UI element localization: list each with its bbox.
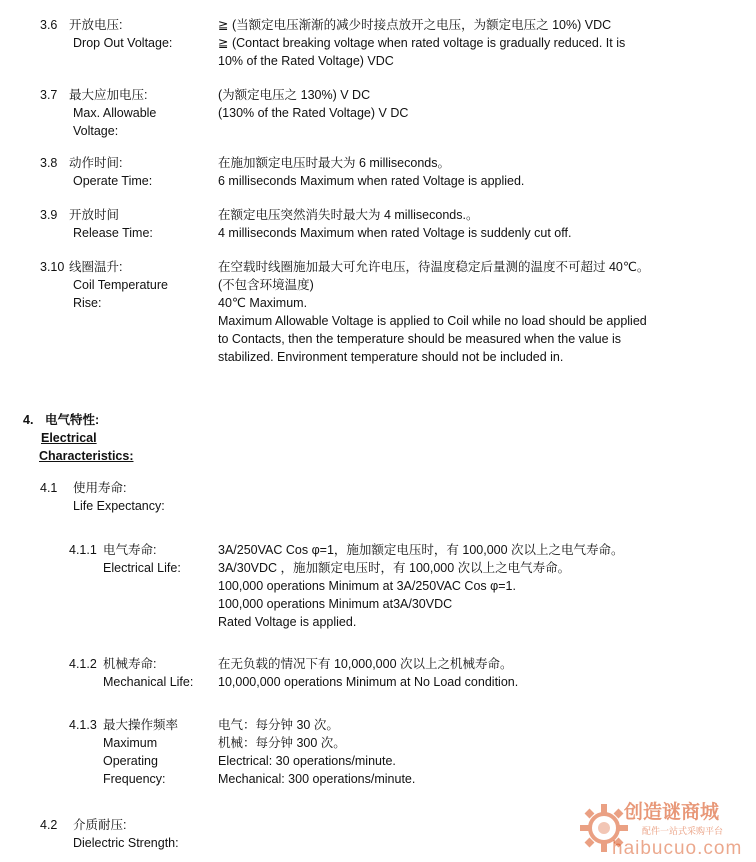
value-line: 10% of the Rated Voltage) VDC	[218, 54, 394, 68]
value-line: 3A/30VDC ，施加额定电压时，有 100,000 次以上之电气寿命。	[218, 561, 571, 575]
value-line: 100,000 operations Minimum at3A/30VDC	[218, 597, 453, 611]
section-value	[218, 541, 624, 631]
section-label-en: Electrical	[41, 431, 97, 445]
value-line: ≧ (当额定电压渐渐的减少时接点放开之电压，为额定电压之 10%) VDC	[218, 18, 612, 32]
value-line: (不包含环境温度)	[218, 278, 314, 292]
section-label-en: Drop Out Voltage:	[73, 36, 173, 50]
value-line: 在无负载的情况下有 10,000,000 次以上之机械寿命。	[218, 657, 513, 671]
section-value	[218, 154, 524, 190]
section-number: 3.8	[40, 156, 58, 170]
section-3-6	[0, 16, 756, 76]
section-3-10	[0, 258, 756, 366]
section-label-en: Life Expectancy:	[73, 499, 165, 513]
section-value	[218, 16, 625, 70]
section-label-en: Electrical Life:	[103, 561, 181, 575]
value-line: 4 milliseconds Maximum when rated Voltage is suddenly cut off.	[218, 226, 572, 240]
section-label-cn: 使用寿命:	[73, 481, 127, 495]
section-3-9	[0, 206, 756, 242]
section-number: 4.1.1	[69, 543, 97, 557]
value-line: 3A/250VAC Cos φ=1，施加额定电压时，有 100,000 次以上之电气寿命。	[218, 543, 624, 557]
section-4-heading	[0, 411, 400, 465]
section-number: 3.10	[40, 260, 65, 274]
section-4-1-2	[0, 655, 756, 691]
section-label-en: Mechanical Life:	[103, 675, 194, 689]
section-number: 4.1.3	[69, 718, 97, 732]
section-label-en: Coil Temperature	[73, 278, 168, 292]
section-4-1	[0, 479, 400, 515]
watermark-url: haibucuo.com	[612, 838, 743, 859]
section-value	[218, 86, 408, 122]
value-line: 机械：每分钟 300 次。	[218, 736, 346, 750]
value-line: Rated Voltage is applied.	[218, 615, 357, 629]
value-line: 6 milliseconds Maximum when rated Voltage is applied.	[218, 174, 525, 188]
section-label-cn: 开放时间	[69, 208, 120, 222]
section-4-1-1	[0, 541, 756, 631]
value-line: (130% of the Rated Voltage) V DC	[218, 106, 409, 120]
section-label-cn: 介质耐压:	[73, 818, 127, 832]
value-line: 100,000 operations Minimum at 3A/250VAC Cos φ=1.	[218, 579, 516, 593]
watermark-subtitle: 配件一站式采购平台	[642, 826, 724, 836]
section-value	[218, 716, 415, 788]
section-label-cn: 最大操作频率	[103, 718, 179, 732]
value-line: Mechanical: 300 operations/minute.	[218, 772, 416, 786]
value-line: 40℃ Maximum.	[218, 296, 308, 310]
section-number: 4.1.2	[69, 657, 97, 671]
section-label-cn: 线圈温升:	[69, 260, 123, 274]
value-line: 电气：每分钟 30 次。	[218, 718, 339, 732]
section-label-cn: 开放电压:	[69, 18, 123, 32]
value-line: Maximum Allowable Voltage is applied to Coil while no load should be applied	[218, 314, 647, 328]
section-value	[218, 258, 649, 366]
section-3-8	[0, 154, 756, 190]
section-label-en: Frequency:	[103, 772, 166, 786]
section-3-7	[0, 86, 756, 140]
value-line: stabilized. Environment temperature should not be included in.	[218, 350, 564, 364]
section-label-en: Maximum	[103, 736, 158, 750]
value-line: to Contacts, then the temperature should be measured when the value is	[218, 332, 622, 346]
section-label-cn: 最大应加电压:	[69, 88, 148, 102]
section-label-en: Rise:	[73, 296, 102, 310]
section-label-cn: 动作时间:	[69, 156, 123, 170]
watermark-title: 创造谜商城	[624, 802, 720, 823]
section-label-en: Characteristics:	[39, 449, 134, 463]
section-number: 3.6	[40, 18, 58, 32]
section-label-cn: 机械寿命:	[103, 657, 157, 671]
section-4-2	[0, 816, 400, 852]
section-number: 4.1	[40, 481, 58, 495]
section-label-en: Dielectric Strength:	[73, 836, 179, 850]
watermark	[576, 796, 756, 862]
section-number: 4.2	[40, 818, 58, 832]
section-number: 3.9	[40, 208, 58, 222]
value-line: Electrical: 30 operations/minute.	[218, 754, 396, 768]
section-label-cn: 电气寿命:	[103, 543, 157, 557]
section-number: 3.7	[40, 88, 58, 102]
value-line: 在施加额定电压时最大为 6 milliseconds。	[218, 156, 450, 170]
section-value	[218, 655, 518, 691]
section-label-en: Max. Allowable	[73, 106, 157, 120]
section-label-cn: 电气特性:	[45, 413, 100, 427]
section-label-en: Operating	[103, 754, 158, 768]
section-number: 4.	[23, 413, 34, 427]
value-line: ≧ (Contact breaking voltage when rated voltage is gradually reduced. It is	[218, 36, 626, 50]
section-label-en: Operate Time:	[73, 174, 153, 188]
section-4-1-3	[0, 716, 756, 788]
section-label-en: Release Time:	[73, 226, 153, 240]
value-line: 10,000,000 operations Minimum at No Load condition.	[218, 675, 519, 689]
value-line: (为额定电压之 130%) V DC	[218, 88, 371, 102]
value-line: 在额定电压突然消失时最大为 4 milliseconds.。	[218, 208, 479, 222]
section-label-en: Voltage:	[73, 124, 119, 138]
section-value	[218, 206, 571, 242]
value-line: 在空载时线圈施加最大可允许电压，待温度稳定后量测的温度不可超过 40℃。	[218, 260, 650, 274]
